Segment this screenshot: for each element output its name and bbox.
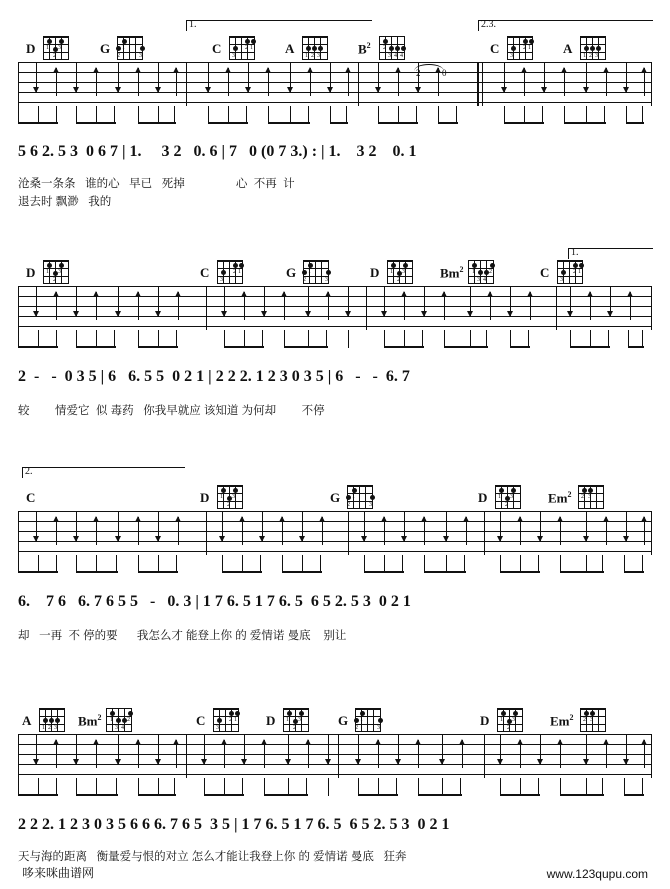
tab-staff	[18, 511, 652, 555]
lyrics-line: 较 情爱它 似 毒药 你我早就应 该知道 为何却 不停	[18, 405, 325, 417]
strum-arrow-up	[418, 740, 419, 768]
strum-arrow-down	[262, 511, 263, 541]
chord-grid: 2 3 4 4	[379, 36, 405, 60]
chord-diagram-D	[26, 36, 74, 62]
strum-arrow-up	[308, 740, 309, 768]
strum-arrow-up	[444, 292, 445, 320]
strum-arrow-down	[610, 286, 611, 316]
strum-arrow-down	[626, 734, 627, 764]
strum-arrow-down	[586, 734, 587, 764]
chord-grid: 2 1 3	[117, 36, 143, 60]
strum-arrow-up	[138, 517, 139, 545]
strum-arrow-down	[540, 511, 541, 541]
strum-arrow-up	[560, 740, 561, 768]
strum-arrow-up	[282, 517, 283, 545]
rhythm-beams	[18, 106, 652, 126]
strum-arrow-up	[462, 740, 463, 768]
strum-arrow-down	[378, 62, 379, 92]
strum-arrow-down	[348, 286, 349, 316]
strum-arrow-down	[118, 62, 119, 92]
chord-diagram-C	[26, 485, 74, 511]
tab-fret-number: 2	[416, 68, 421, 78]
strum-arrow-up	[56, 517, 57, 545]
chord-grid: 2 1 3	[347, 485, 373, 509]
strum-arrow-up	[530, 292, 531, 320]
strum-arrow-up	[176, 68, 177, 96]
strum-arrow-up	[242, 517, 243, 545]
lyrics-line: 退去时 飘渺 我的	[18, 196, 112, 208]
chord-name: C	[540, 265, 550, 280]
chord-name: C	[200, 265, 210, 280]
chord-name: G	[286, 265, 297, 280]
chord-name: D	[478, 490, 488, 505]
strum-arrow-down	[330, 62, 331, 92]
chord-grid: 1 3 2	[43, 260, 69, 284]
strum-arrow-up	[228, 68, 229, 96]
strum-arrow-up	[644, 517, 645, 545]
chord-name: D	[266, 713, 276, 728]
chord-diagram-C	[540, 260, 588, 286]
strum-arrow-down	[204, 734, 205, 764]
chord-grid: 1 3 4 2	[106, 708, 132, 732]
chord-name: Em$^2$	[548, 490, 572, 506]
strum-arrow-down	[504, 62, 505, 92]
strum-arrow-down	[358, 734, 359, 764]
chord-diagram-D	[200, 485, 248, 511]
rhythm-beams	[18, 555, 652, 575]
strum-arrow-down	[76, 734, 77, 764]
numbered-notation-line: 5 6 2. 5 3 0 6 7 | 1. 3 2 0. 6 | 7 0 (0 7 3.) : | 1. 3 2 0. 1	[18, 143, 417, 160]
strum-arrow-down	[586, 511, 587, 541]
volta-bracket	[568, 248, 653, 259]
strum-arrow-down	[500, 511, 501, 541]
strum-arrow-up	[606, 740, 607, 768]
strum-arrow-up	[564, 68, 565, 96]
strum-arrow-down	[500, 734, 501, 764]
strum-arrow-down	[36, 511, 37, 541]
strum-arrow-up	[138, 292, 139, 320]
strum-arrow-down	[442, 734, 443, 764]
chord-name: D	[370, 265, 380, 280]
strum-arrow-down	[76, 511, 77, 541]
strum-arrow-down	[118, 511, 119, 541]
music-system-1	[0, 0, 670, 220]
chord-name: A	[22, 713, 32, 728]
chord-diagram-Bm	[440, 260, 498, 286]
strum-arrow-down	[208, 62, 209, 92]
music-system-2	[0, 230, 670, 430]
chord-grid: 2 1 3	[355, 708, 381, 732]
chord-diagram-G	[338, 708, 386, 734]
chord-name: A	[285, 41, 295, 56]
strum-arrow-down	[404, 511, 405, 541]
chord-name: C	[196, 713, 206, 728]
strum-arrow-up	[178, 292, 179, 320]
lyrics-line: 天与海的距离 衡量爱与恨的对立 怎么才能让我登上你 的 爱情诺 曼底 狂奔	[18, 851, 407, 863]
chord-grid: 2 1 3	[303, 260, 329, 284]
chord-grid: 1 3 2	[387, 260, 413, 284]
chord-fret-number: 2	[97, 713, 102, 722]
strum-arrow-down	[570, 286, 571, 316]
strum-arrow-down	[308, 286, 309, 316]
chord-grid: 1 3 2	[43, 36, 69, 60]
strum-arrow-up	[96, 292, 97, 320]
strum-arrow-up	[606, 517, 607, 545]
chord-grid: 2 3 1	[557, 260, 583, 284]
strum-arrow-up	[138, 740, 139, 768]
chord-grid: 2 3	[580, 708, 606, 732]
tab-staff	[18, 62, 652, 106]
strum-arrow-down	[470, 286, 471, 316]
chord-diagram-G	[286, 260, 334, 286]
chord-diagram-A	[563, 36, 611, 62]
volta-label: 1.	[571, 247, 579, 258]
strum-arrow-up	[322, 517, 323, 545]
strum-arrow-up	[630, 292, 631, 320]
volta-label: 1.	[189, 19, 197, 30]
chord-name: G	[100, 41, 111, 56]
music-system-3	[0, 455, 670, 655]
volta-bracket	[478, 20, 653, 31]
strum-arrow-down	[158, 511, 159, 541]
strum-arrow-up	[56, 292, 57, 320]
strum-arrow-up	[644, 68, 645, 96]
lyrics-line: 却 一再 不 停的要 我怎么才 能登上你 的 爱情诺 曼底 别让	[18, 630, 347, 642]
chord-diagram-Em	[550, 708, 608, 734]
strum-arrow-up	[378, 740, 379, 768]
strum-arrow-down	[36, 734, 37, 764]
chord-diagram-A	[285, 36, 333, 62]
strum-arrow-up	[644, 740, 645, 768]
rhythm-beams	[18, 330, 652, 350]
tie-slur	[414, 64, 444, 71]
strum-arrow-up	[520, 517, 521, 545]
numbered-notation-line: 2 2 2. 1 2 3 0 3 5 6 6 6. 7 6 5 3 5 | 1 7 6. 5 1 7 6. 5 6 5 2. 5 3 0 2 1	[18, 816, 450, 833]
strum-arrow-up	[224, 740, 225, 768]
strum-arrow-down	[76, 286, 77, 316]
chord-name: D	[480, 713, 490, 728]
chord-diagram-A	[22, 708, 70, 734]
chord-diagram-C	[200, 260, 248, 286]
strum-arrow-down	[626, 511, 627, 541]
strum-arrow-up	[424, 517, 425, 545]
chord-diagram-C	[490, 36, 538, 62]
chord-diagram-Em	[548, 485, 606, 511]
tab-staff	[18, 286, 652, 330]
chord-grid: 1 3 2	[495, 485, 521, 509]
chord-diagram-B2	[358, 36, 410, 62]
strum-arrow-up	[96, 68, 97, 96]
chord-fret-number: 2	[569, 713, 574, 722]
strum-arrow-down	[244, 734, 245, 764]
chord-grid: 2 3	[578, 485, 604, 509]
strum-arrow-up	[398, 68, 399, 96]
footer-site-name: 哆来咪曲谱网	[22, 866, 95, 880]
chord-fret-number: 2	[366, 41, 371, 50]
strum-arrow-up	[96, 517, 97, 545]
chord-fret-number: 2	[459, 265, 464, 274]
chord-diagram-Bm	[78, 708, 136, 734]
strum-arrow-up	[178, 517, 179, 545]
strum-arrow-down	[36, 286, 37, 316]
tab-fret-number: 0	[442, 68, 447, 78]
chord-diagram-D	[480, 708, 528, 734]
chord-grid: 2 3 1	[217, 260, 243, 284]
strum-arrow-up	[268, 68, 269, 96]
chord-name: Bm$^2$	[440, 265, 464, 281]
chord-grid: 2 3 1	[229, 36, 255, 60]
chord-fret-number: 2	[567, 490, 572, 499]
strum-arrow-down	[328, 734, 329, 764]
volta-label: 2.	[25, 466, 33, 477]
chord-diagram-D	[370, 260, 418, 286]
chord-name: C	[490, 41, 500, 56]
strum-arrow-up	[264, 740, 265, 768]
chord-name: D	[26, 265, 36, 280]
chord-grid: 1 3 2	[497, 708, 523, 732]
chord-diagram-D	[478, 485, 526, 511]
chord-grid: 1 2 3	[580, 36, 606, 60]
chord-name: G	[338, 713, 349, 728]
strum-arrow-up	[560, 517, 561, 545]
volta-label: 2.3.	[481, 19, 496, 30]
strum-arrow-down	[510, 286, 511, 316]
strum-arrow-down	[364, 511, 365, 541]
chord-diagram-D	[26, 260, 74, 286]
strum-arrow-down	[398, 734, 399, 764]
strum-arrow-down	[384, 286, 385, 316]
strum-arrow-down	[248, 62, 249, 92]
strum-arrow-up	[56, 68, 57, 96]
chord-name: A	[563, 41, 573, 56]
numbered-notation-line: 2 - - 0 3 5 | 6 6. 5 5 0 2 1 | 2 2 2. 1 2 3 0 3 5 | 6 - - 6. 7	[18, 368, 410, 385]
chord-name: G	[330, 490, 341, 505]
volta-bracket	[22, 467, 185, 478]
chord-name: D	[200, 490, 210, 505]
chord-diagram-G	[330, 485, 378, 511]
strum-arrow-down	[302, 511, 303, 541]
strum-arrow-up	[310, 68, 311, 96]
strum-arrow-up	[590, 292, 591, 320]
strum-arrow-up	[176, 740, 177, 768]
tab-staff	[18, 734, 652, 778]
chord-name: D	[26, 41, 36, 56]
strum-arrow-down	[446, 511, 447, 541]
strum-arrow-down	[158, 734, 159, 764]
chord-grid: 1 3 2	[283, 708, 309, 732]
strum-arrow-up	[466, 517, 467, 545]
strum-arrow-down	[626, 62, 627, 92]
strum-arrow-up	[96, 740, 97, 768]
chord-name: Bm$^2$	[78, 713, 102, 729]
strum-arrow-down	[222, 511, 223, 541]
strum-arrow-up	[606, 68, 607, 96]
strum-arrow-down	[586, 62, 587, 92]
strum-arrow-up	[138, 68, 139, 96]
chord-name: $B^2$	[358, 41, 371, 57]
strum-arrow-down	[118, 286, 119, 316]
strum-arrow-down	[76, 62, 77, 92]
volta-bracket	[186, 20, 372, 31]
chord-grid: 2 3 1	[213, 708, 239, 732]
strum-arrow-down	[158, 286, 159, 316]
music-system-4	[0, 690, 670, 870]
strum-arrow-up	[520, 740, 521, 768]
rhythm-beams	[18, 778, 652, 798]
chord-name: C	[26, 490, 36, 505]
strum-arrow-down	[424, 286, 425, 316]
chord-name: Em$^2$	[550, 713, 574, 729]
strum-arrow-down	[288, 734, 289, 764]
strum-arrow-down	[118, 734, 119, 764]
chord-grid: 1 2 3	[302, 36, 328, 60]
chord-diagram-G	[100, 36, 148, 62]
strum-arrow-up	[404, 292, 405, 320]
chord-grid: 1 3 4 2	[468, 260, 494, 284]
strum-arrow-down	[264, 286, 265, 316]
chord-grid: 2 3 1	[507, 36, 533, 60]
chord-grid: 1 3 2	[217, 485, 243, 509]
strum-arrow-down	[36, 62, 37, 92]
footer-site-url: www.123qupu.com	[546, 867, 648, 881]
strum-arrow-up	[384, 517, 385, 545]
strum-arrow-up	[56, 740, 57, 768]
strum-arrow-up	[524, 68, 525, 96]
chord-diagram-C	[212, 36, 260, 62]
chord-diagram-C	[196, 708, 244, 734]
strum-arrow-down	[540, 734, 541, 764]
strum-arrow-down	[158, 62, 159, 92]
strum-arrow-up	[328, 292, 329, 320]
numbered-notation-line: 6. 7 6 6. 7 6 5 5 - 0. 3 | 1 7 6. 5 1 7 6. 5 6 5 2. 5 3 0 2 1	[18, 593, 411, 610]
strum-arrow-up	[348, 68, 349, 96]
strum-arrow-down	[290, 62, 291, 92]
strum-arrow-up	[244, 292, 245, 320]
strum-arrow-up	[490, 292, 491, 320]
strum-arrow-down	[224, 286, 225, 316]
lyrics-line: 沧桑一条条 谁的心 早已 死掉 心 不再 计	[18, 178, 295, 190]
strum-arrow-up	[284, 292, 285, 320]
chord-grid: 1 2 3	[39, 708, 65, 732]
strum-arrow-up	[438, 68, 439, 96]
chord-name: C	[212, 41, 222, 56]
chord-diagram-D	[266, 708, 314, 734]
strum-arrow-down	[544, 62, 545, 92]
